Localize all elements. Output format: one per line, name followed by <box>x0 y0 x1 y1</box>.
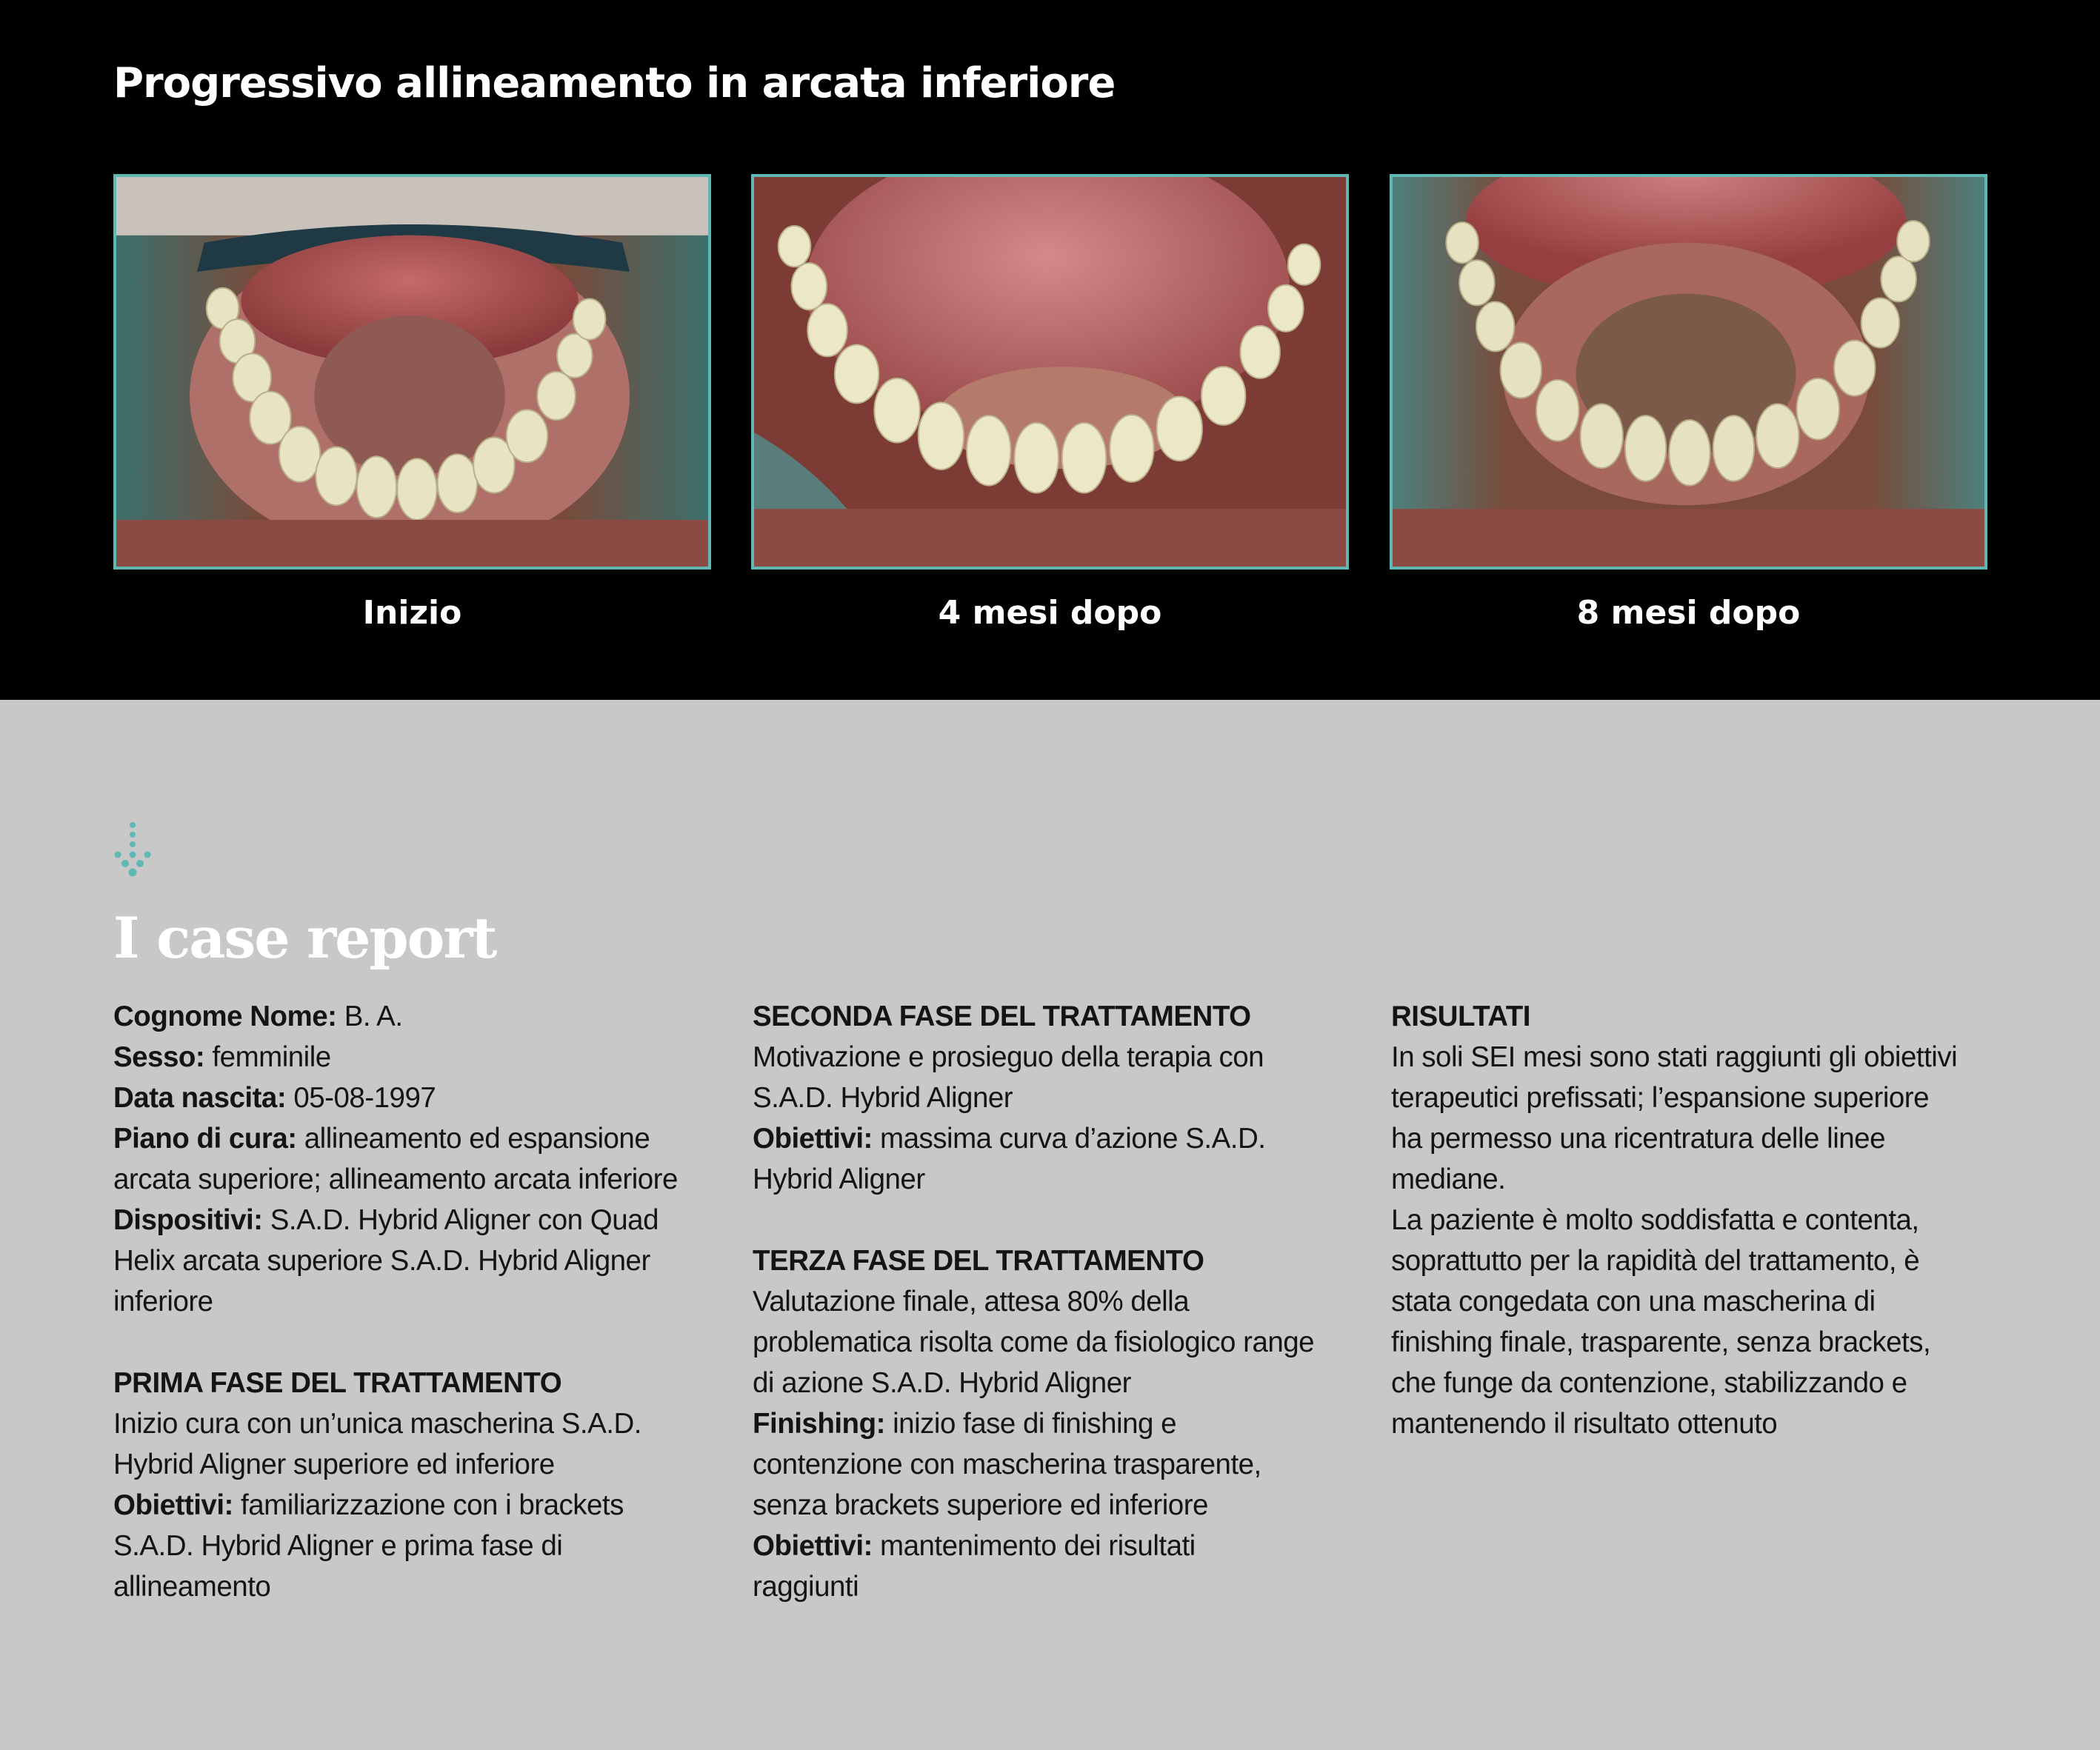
field-value: contenzione con mascherina trasparente, <box>753 1449 1261 1480</box>
photo-header-band <box>0 0 2100 700</box>
body-text: La paziente è molto soddisfatta e contenta, <box>1391 1204 1919 1236</box>
field-value: B. A. <box>336 1001 403 1032</box>
section-heading-prima-fase: PRIMA FASE DEL TRATTAMENTO <box>113 1367 562 1399</box>
field-label: Obiettivi: <box>753 1530 873 1562</box>
field-value: S.A.D. Hybrid Aligner con Quad <box>262 1204 659 1236</box>
body-text: finishing finale, trasparente, senza brackets, <box>1391 1326 1931 1358</box>
caption-inizio: Inizio <box>362 594 462 632</box>
report-column-patient <box>113 996 728 1607</box>
report-column-results <box>1391 996 2006 1444</box>
section-heading-seconda-fase: SECONDA FASE DEL TRATTAMENTO <box>753 1001 1251 1032</box>
body-text: mantenendo il risultato ottenuto <box>1391 1408 1778 1440</box>
field-value: inizio fase di finishing e <box>884 1408 1177 1440</box>
field-label: Cognome Nome: <box>113 1001 337 1032</box>
section-heading-risultati: RISULTATI <box>1391 1001 1530 1032</box>
field-value: raggiunti <box>753 1571 859 1603</box>
field-value: S.A.D. Hybrid Aligner e prima fase di <box>113 1530 563 1562</box>
section-heading-terza-fase: TERZA FASE DEL TRATTAMENTO <box>753 1245 1204 1277</box>
body-text: mediane. <box>1391 1163 1506 1195</box>
body-text: problematica risolta come da fisiologico range <box>753 1326 1315 1358</box>
body-text: ha permesso una ricentratura delle linee <box>1391 1123 1885 1155</box>
caption-4-mesi: 4 mesi dopo <box>938 594 1162 632</box>
caption-8-mesi: 8 mesi dopo <box>1576 594 1801 632</box>
field-value: senza brackets superiore ed inferiore <box>753 1489 1208 1521</box>
field-label: Finishing: <box>753 1408 885 1440</box>
photo-inizio <box>113 174 711 570</box>
field-value: familiarizzazione con i brackets <box>233 1489 624 1521</box>
field-value: 05-08-1997 <box>286 1082 436 1114</box>
body-text: Motivazione e prosieguo della terapia con <box>753 1041 1264 1073</box>
body-text: di azione S.A.D. Hybrid Aligner <box>753 1367 1131 1399</box>
field-label: Data nascita: <box>113 1082 287 1114</box>
field-label: Piano di cura: <box>113 1123 297 1155</box>
body-text: In soli SEI mesi sono stati raggiunti gli obiettivi <box>1391 1041 1958 1073</box>
field-label: Sesso: <box>113 1041 205 1073</box>
page-title: Progressivo allineamento in arcata inferiore <box>113 59 1116 107</box>
body-text: che funge da contenzione, stabilizzando e <box>1391 1367 1907 1399</box>
body-text: S.A.D. Hybrid Aligner <box>753 1082 1013 1114</box>
body-text: Hybrid Aligner superiore ed inferiore <box>113 1449 555 1480</box>
field-label: Obiettivi: <box>753 1123 873 1155</box>
body-text: soprattutto per la rapidità del trattamento, è <box>1391 1245 1920 1277</box>
field-value: massima curva d’azione S.A.D. <box>872 1123 1266 1155</box>
photo-8-mesi <box>1390 174 1987 570</box>
field-value: mantenimento dei risultati <box>872 1530 1196 1562</box>
dots-arrow-icon <box>113 821 153 877</box>
field-value: arcata superiore; allineamento arcata inferiore <box>113 1163 678 1195</box>
photo-4-mesi <box>751 174 1349 570</box>
field-value: Hybrid Aligner <box>753 1163 925 1195</box>
report-title: I case report <box>113 905 496 971</box>
field-label: Dispositivi: <box>113 1204 263 1236</box>
body-text: Inizio cura con un’unica mascherina S.A.D. <box>113 1408 642 1440</box>
field-value: femminile <box>204 1041 331 1073</box>
report-column-phases <box>753 996 1367 1607</box>
field-label: Obiettivi: <box>113 1489 233 1521</box>
body-text: terapeutici prefissati; l’espansione superiore <box>1391 1082 1930 1114</box>
body-text: stata congedata con una mascherina di <box>1391 1286 1876 1317</box>
field-value: allineamento <box>113 1571 271 1603</box>
field-value: Helix arcata superiore S.A.D. Hybrid Aligner <box>113 1245 650 1277</box>
field-value: inferiore <box>113 1286 213 1317</box>
body-text: Valutazione finale, attesa 80% della <box>753 1286 1190 1317</box>
field-value: allineamento ed espansione <box>296 1123 650 1155</box>
